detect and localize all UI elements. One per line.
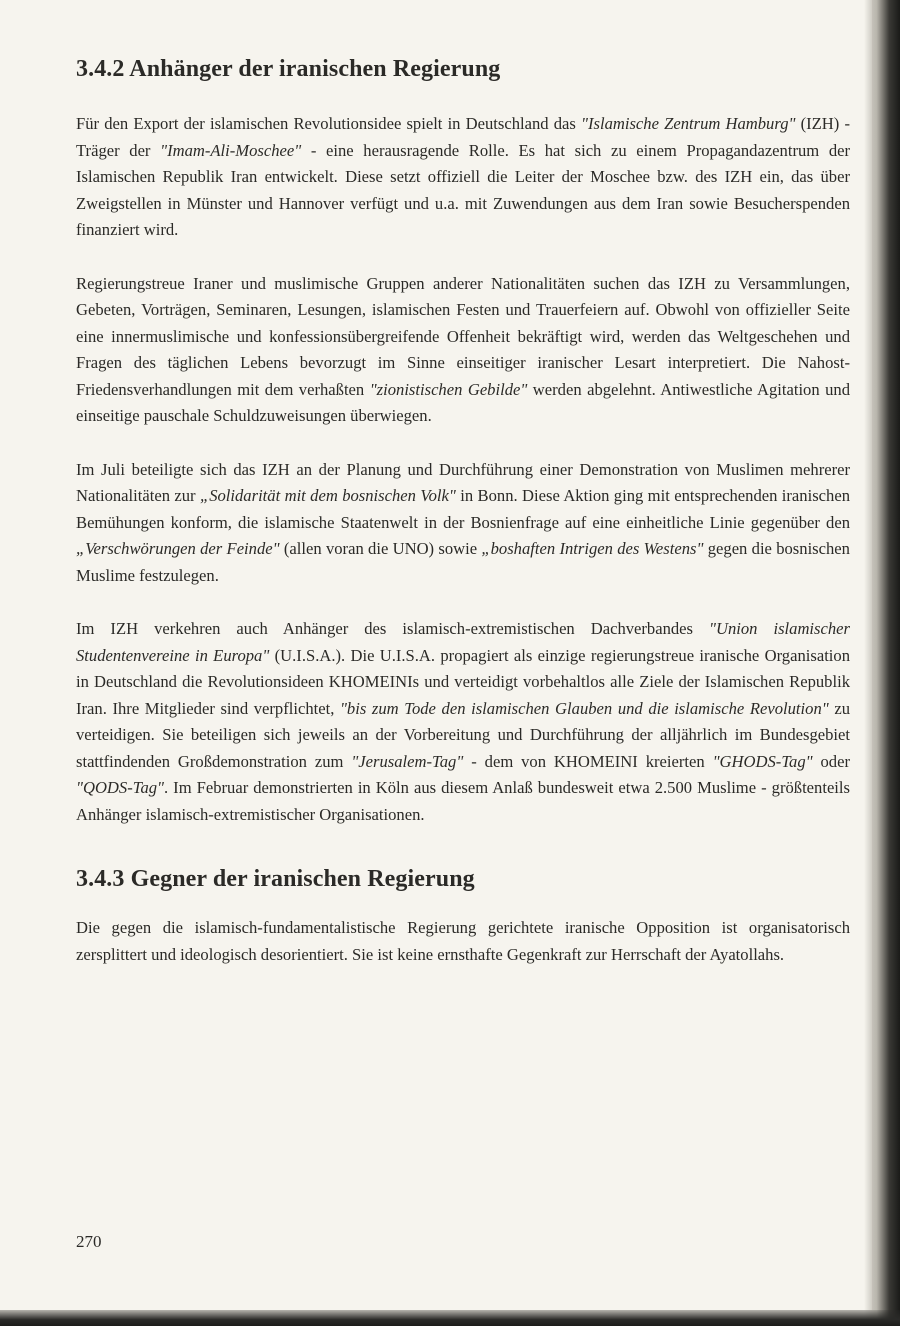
quoted-term: „Verschwörungen der Feinde" [76, 539, 280, 558]
text-run: Für den Export der islamischen Revolutionsidee spielt in Deutschland das [76, 114, 582, 133]
text-run: . Im Februar demonstrierten in Köln aus diesem Anlaß bundesweit etwa 2.500 Muslime - größtenteils Anhänger islamisch-extremistischer Organisationen. [76, 778, 850, 824]
text-run: (allen voran die UNO) sowie [279, 539, 482, 558]
quoted-term: „boshaften Intrigen des Westens" [481, 539, 704, 558]
quoted-term: "Imam-Ali-Moschee" [160, 140, 302, 160]
text-run: (U.I.S.A.). Die U.I.S.A. propagiert als einzige regierungstreue iranische Organisation in Deutschland die Revolutionsideen KHOMEINIs und verteidigt vorbehaltlos alle Ziele der Islamischen Republik Iran. Ihre Mitglieder sind verpflichtet, [76, 645, 851, 718]
text-run: Im Juli beteiligte sich das IZH an der Planung und Durchführung einer Demonstration von Muslimen mehrerer Nationalitäten zur [76, 459, 850, 505]
quoted-term: „Solidarität mit dem bosnischen Volk" [199, 486, 456, 505]
paragraph-izh-export [76, 111, 850, 244]
text-run: (IZH) - Träger der [76, 114, 850, 160]
text-run: - eine herausragende Rolle. Es hat sich zu einem Propagandazentrum der Islamischen Republik Iran entwickelt. Diese setzt offiziell die Leiter der Moschee bzw. des IZH ein, das über Zweigstellen in Münster und Hannover verfügt und u.a. mit Zuwendungen aus dem Iran sowie Besucherspenden finanziert wird. [76, 140, 851, 239]
quoted-term: "QODS-Tag" [76, 778, 165, 797]
section-heading-gegner: 3.4.3 Gegner der iranischen Regierung [76, 866, 475, 892]
page-bottom-edge [0, 1310, 900, 1326]
paragraph-demonstration-bonn [76, 457, 850, 590]
paragraph-opposition [76, 915, 850, 968]
page-number: 270 [76, 1232, 102, 1251]
text-run: - dem von KHOMEINI kreierten [463, 751, 713, 771]
text-run: werden abgelehnt. Antiwestliche Agitation und einseitige pauschale Schuldzuweisungen überwiegen. [76, 379, 850, 425]
text-run: gegen die bosnischen Muslime festzulegen. [76, 539, 850, 585]
text-run: Regierungstreue Iraner und muslimische Gruppen anderer Nationalitäten suchen das IZH zu Versammlungen, Gebeten, Vorträgen, Seminaren, Lesungen, islamischen Festen und Trauerfeiern auf. Obwohl von offizieller Seite eine innermuslimische und konfessionsübergreifende Offenheit bekräftigt wird, werden das Weltgeschehen und Fragen des täglichen Lebens bevorzugt im Sinne einseitiger iranischer Lesart interpretiert. Die Nahost-Friedensverhandlungen mit dem verhaßten [76, 273, 850, 399]
book-gutter-shadow [864, 0, 900, 1326]
quoted-term: "bis zum Tode den islamischen Glauben und die islamische Revolution" [339, 698, 829, 718]
text-run: Die gegen die islamisch-fundamentalistische Regierung gerichtete iranische Opposition ist organisatorisch zersplittert und ideologisch desorientiert. Sie ist keine ernsthafte Gegenkraft zur Herrschaft der Ayatollahs. [76, 918, 850, 964]
text-run: zu verteidigen. Sie beteiligen sich jeweils an der Vorbereitung und Durchführung der alljährlich im Bundesgebiet stattfindenden Großdemonstration zum [76, 698, 850, 771]
paragraph-uisa [76, 616, 850, 828]
section-heading-anhaenger: 3.4.2 Anhänger der iranischen Regierung [76, 56, 501, 82]
quoted-term: "Union islamischer Studentenvereine in Europa" [76, 619, 850, 665]
quoted-term: "Jerusalem-Tag" [351, 751, 464, 771]
text-run: Im IZH verkehren auch Anhänger des islamisch-extremistischen Dachverbandes [76, 619, 710, 638]
quoted-term: "Islamische Zentrum Hamburg" [581, 114, 796, 133]
text-run: oder [812, 751, 850, 771]
paragraph-regierungstreue [76, 271, 850, 430]
page-content [76, 50, 850, 968]
quoted-term: "GHODS-Tag" [712, 751, 813, 771]
quoted-term: "zionistischen Gebilde" [369, 379, 528, 399]
text-run: in Bonn. Diese Aktion ging mit entsprechenden iranischen Bemühungen konform, die islamische Staatenwelt in der Bosnienfrage auf eine einheitliche Linie gegenüber den [76, 486, 850, 532]
